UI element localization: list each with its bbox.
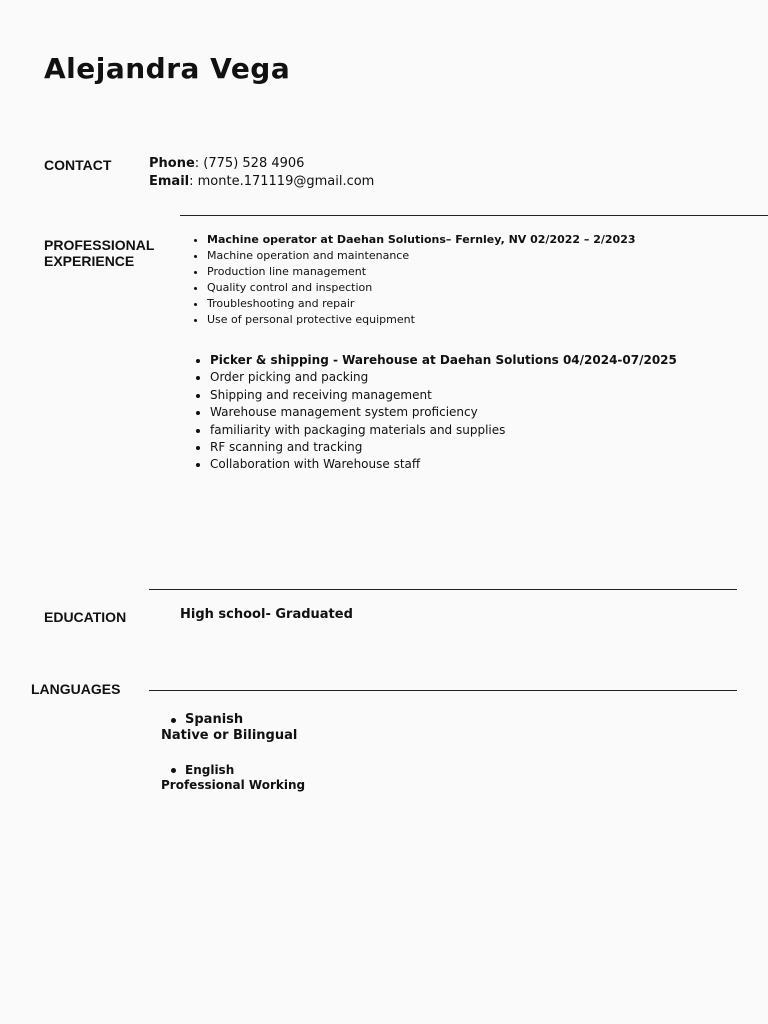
job-duty: • Production line management [207, 264, 636, 280]
job-title: • Picker & shipping - Warehouse at Daehan Solutions 04/2024-07/2025 [210, 352, 677, 369]
job-duty: • Use of personal protective equipment [207, 312, 636, 328]
language-level: Professional Working [161, 778, 306, 792]
bullet-icon [171, 718, 176, 723]
job-duty: • Warehouse management system proficiency [210, 404, 677, 421]
contact-section-label: CONTACT [44, 157, 112, 173]
experience-section-label [44, 237, 154, 269]
phone-line [149, 155, 374, 173]
education-divider [149, 589, 737, 590]
language-level: Native or Bilingual [161, 728, 298, 743]
language-item [161, 712, 297, 744]
languages-section-label: LANGUAGES [31, 681, 121, 697]
language-item [161, 763, 305, 793]
email-value: : monte.171119@gmail.com [189, 174, 375, 189]
languages-divider [149, 690, 737, 691]
job-duty: • Quality control and inspection [207, 280, 636, 296]
job-list-1 [189, 232, 636, 328]
education-section-label: EDUCATION [44, 609, 127, 625]
contact-details [149, 155, 374, 191]
job-duty: • Shipping and receiving management [210, 387, 677, 404]
job-duty: • Order picking and packing [210, 369, 677, 386]
language-name: Spanish [185, 712, 244, 727]
bullet-icon [171, 768, 176, 773]
phone-value: : (775) 528 4906 [194, 156, 305, 171]
job-duty: • familiarity with packaging materials and supplies [210, 422, 677, 439]
education-entry: High school- Graduated [180, 607, 353, 622]
language-name-row [171, 712, 297, 728]
language-name-row [171, 763, 305, 778]
job-list-2 [192, 352, 677, 474]
job-duty: • Machine operation and maintenance [207, 248, 636, 264]
email-label: Email [149, 174, 190, 189]
job-duty: • Collaboration with Warehouse staff [210, 456, 677, 473]
job-duty: • Troubleshooting and repair [207, 296, 636, 312]
experience-label-line1: PROFESSIONAL [44, 237, 155, 253]
candidate-name: Alejandra Vega [44, 52, 291, 85]
email-line [149, 173, 374, 191]
contact-divider [180, 215, 768, 216]
experience-label-line2: EXPERIENCE [44, 253, 135, 269]
phone-label: Phone [149, 156, 195, 171]
job-title: • Machine operator at Daehan Solutions– Fernley, NV 02/2022 – 2/2023 [207, 232, 636, 248]
job-duty: • RF scanning and tracking [210, 439, 677, 456]
language-name: English [185, 763, 235, 777]
